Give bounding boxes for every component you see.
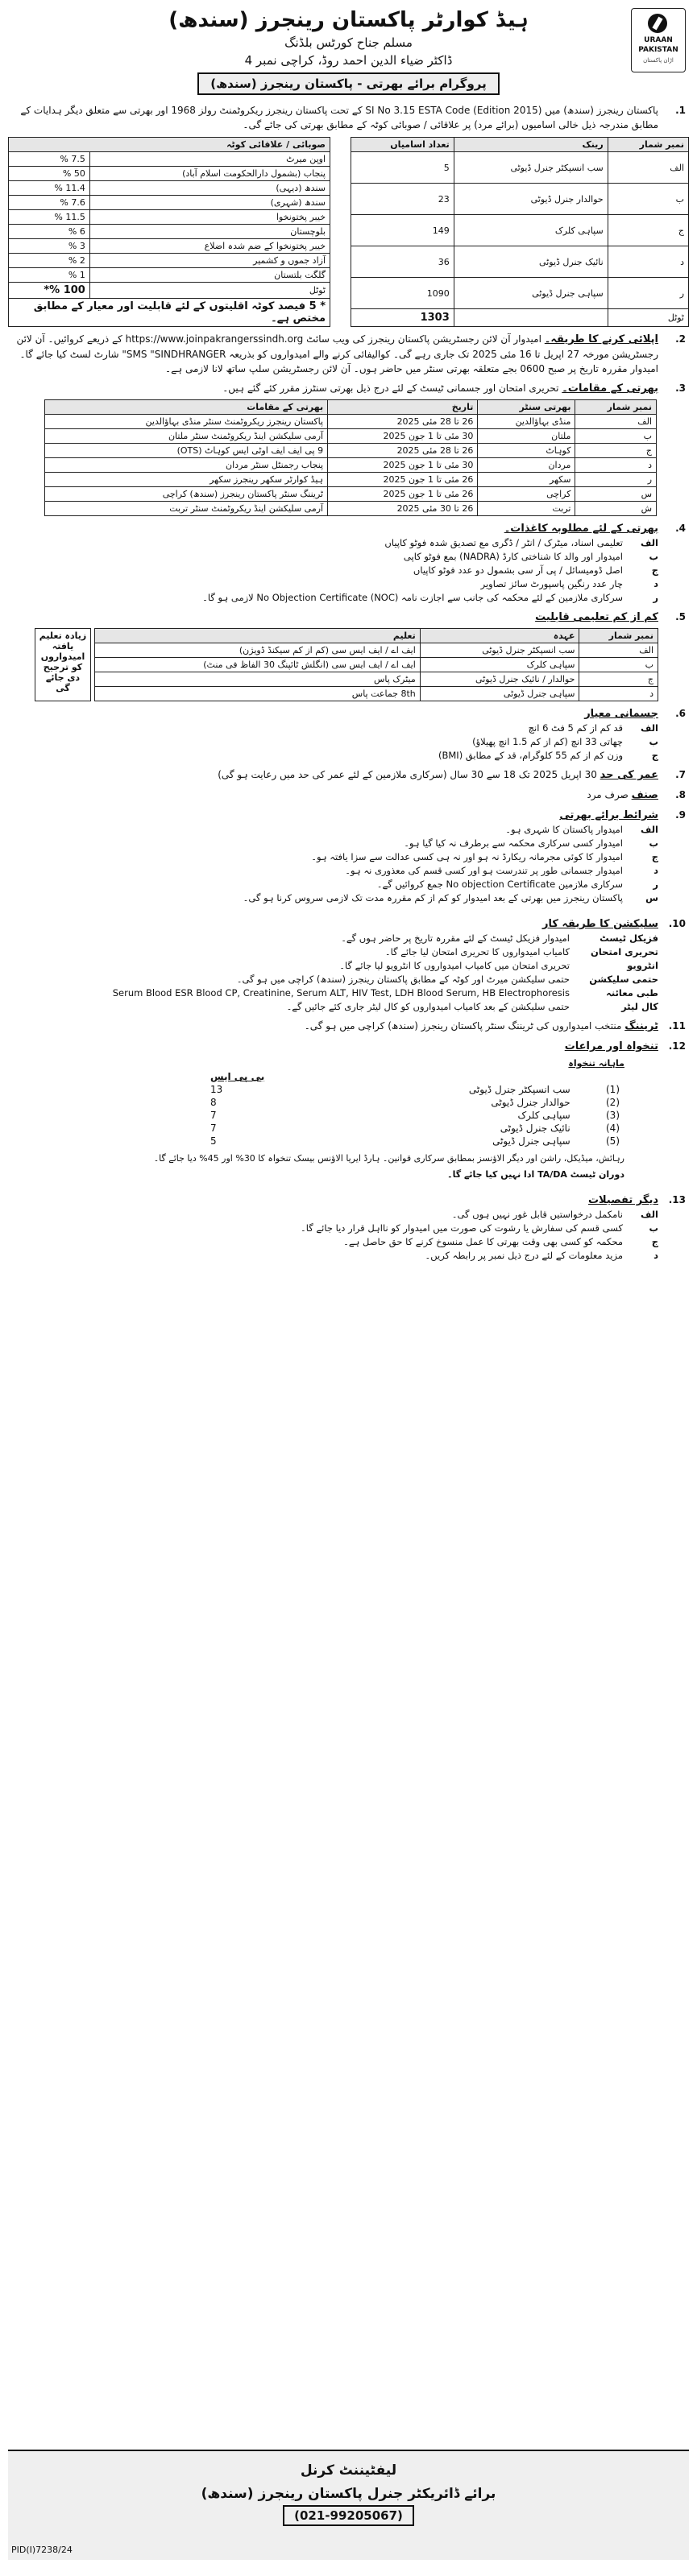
list-key: د <box>653 578 658 589</box>
centers-center: سکھر <box>478 473 575 487</box>
posts-row <box>351 184 689 215</box>
advertisement-page <box>8 8 689 2560</box>
quota-pct: 2 % <box>9 254 90 268</box>
para-text: منتخب امیدواروں کی ٹریننگ سنٹر پاکستان رینجرز (سندھ) کراچی میں ہو گی۔ <box>304 1020 622 1032</box>
logo-text-1: URAAN <box>644 36 673 44</box>
posts-count: 23 <box>351 184 454 215</box>
edu-sn: ج <box>579 672 658 687</box>
para-12 <box>8 1039 689 1054</box>
posts-count: 1090 <box>351 278 454 309</box>
edu-post: سپاہی کلرک <box>420 658 579 672</box>
para-heading: شرائط برائے بھرتی <box>559 809 658 821</box>
para-text: تحریری امتحان اور جسمانی ٹیسٹ کے لئے درج ذیل بھرتی سنٹرز مقرر کئے گئے ہیں۔ <box>222 382 559 394</box>
pay-bps: 13 <box>210 1084 223 1095</box>
education-note: زیادہ تعلیم یافتہ امیدواروں کو ترجیح دی جائے گی <box>35 628 91 701</box>
quota-region: آزاد جموں و کشمیر <box>89 254 330 268</box>
list-item <box>8 1235 658 1249</box>
quota-region: اوپن میرٹ <box>89 152 330 167</box>
list-value: اصل ڈومیسائل / پی آر سی بشمول دو عدد فوٹو کاپیاں <box>413 564 623 576</box>
list-item <box>8 850 658 864</box>
para-number: 6. <box>675 708 686 719</box>
centers-sn: الف <box>575 415 657 429</box>
posts-row <box>351 215 689 246</box>
list-key: ر <box>653 879 658 890</box>
list-value: امیدوار اور والد کا شناختی کارڈ (NADRA) بمع فوٹو کاپی <box>403 551 623 562</box>
other-details-list <box>8 1208 689 1263</box>
posts-total: 1303 <box>351 309 454 327</box>
pay-key: (4) <box>605 1123 620 1134</box>
list-key: ب <box>649 1222 658 1234</box>
para-1 <box>8 103 689 132</box>
centers-place: آرمی سلیکشن اینڈ ریکروٹمنٹ سنٹر تربت <box>45 502 328 516</box>
pay-bps: 5 <box>210 1135 217 1147</box>
list-value: امیدوار فزیکل ٹیسٹ کے لئے مقررہ تاریخ پر حاضر ہوں گے۔ <box>341 932 570 944</box>
physical-standards-list <box>8 722 689 763</box>
quota-table <box>8 137 330 327</box>
pay-bps: 8 <box>210 1097 217 1108</box>
list-key: انٹرویو <box>627 960 658 971</box>
centers-row <box>45 502 657 516</box>
list-item <box>8 959 658 973</box>
edu-row <box>95 658 658 672</box>
list-value: حتمی سلیکشن میرٹ اور کوٹہ کے مطابق پاکستان رینجرز (سندھ) کراچی میں ہو گی۔ <box>236 974 570 985</box>
para-3 <box>8 381 689 396</box>
centers-date: 26 مئی تا 1 جون 2025 <box>328 487 478 502</box>
quota-row <box>9 254 330 268</box>
list-item <box>8 735 658 749</box>
list-value: مزید معلومات کے لئے درج ذیل نمبر پر رابطہ کریں۔ <box>425 1250 623 1261</box>
posts-header: نمبر شمار <box>608 138 688 152</box>
centers-date: 30 مئی تا 1 جون 2025 <box>328 458 478 473</box>
pay-bps: 7 <box>210 1123 217 1134</box>
list-item <box>8 722 658 735</box>
centers-center: مردان <box>478 458 575 473</box>
list-value: Serum Blood ESR Blood CP, Creatinine, Serum ALT, HIV Test, LDH Blood Serum, HB Electrophoresis <box>112 987 570 999</box>
quota-note-row <box>9 299 330 327</box>
para-number: 13. <box>668 1194 686 1205</box>
list-key: ر <box>653 592 658 603</box>
list-value: حتمی سلیکشن کے بعد کامیاب امیدواروں کو کال لیٹر جاری کئے جائیں گے۔ <box>286 1001 570 1012</box>
centers-row <box>45 473 657 487</box>
centers-center: کوہاٹ <box>478 444 575 458</box>
centers-date: 30 مئی تا 1 جون 2025 <box>328 429 478 444</box>
pay-key: (3) <box>605 1110 620 1121</box>
list-item <box>8 1000 658 1014</box>
para-2 <box>8 332 689 376</box>
list-item <box>8 891 658 905</box>
posts-total-spacer <box>454 309 608 327</box>
list-key: ج <box>651 1236 658 1247</box>
address-line-2: ڈاکٹر ضیاء الدین احمد روڈ، کراچی نمبر 4 <box>244 53 453 68</box>
list-key: الف <box>641 537 658 548</box>
centers-header: بھرتی سنٹر <box>478 400 575 415</box>
centers-sn: س <box>575 487 657 502</box>
list-key: تحریری امتحان <box>591 946 658 957</box>
list-value: سرکاری ملازمین کے لئے محکمہ کی جانب سے اجازت نامہ No Objection Certificate (NOC) لازمی ہو گا۔ <box>202 592 623 603</box>
centers-center: کراچی <box>478 487 575 502</box>
list-key: ب <box>649 837 658 849</box>
education-block <box>8 628 658 701</box>
para-heading: دیگر تفصیلات <box>587 1194 658 1206</box>
centers-sn: ر <box>575 473 657 487</box>
posts-rank: حوالدار جنرل ڈیوٹی <box>454 184 608 215</box>
list-key: الف <box>641 722 658 734</box>
pay-col-label: ماہانہ تنخواہ <box>568 1058 624 1069</box>
list-item <box>8 864 658 878</box>
centers-sn: د <box>575 458 657 473</box>
para-13 <box>8 1193 689 1208</box>
list-item <box>8 577 658 591</box>
edu-row <box>95 672 658 687</box>
list-value: امیدوار کسی سرکاری محکمہ سے برطرف نہ کیا گیا ہو۔ <box>404 837 623 849</box>
pay-bps: 7 <box>210 1110 217 1121</box>
quota-pct: 11.5 % <box>9 210 90 225</box>
quota-row <box>9 268 330 283</box>
edu-header: تعلیم <box>95 629 421 643</box>
centers-date: 26 تا 30 مئی 2025 <box>328 502 478 516</box>
pay-post: سب انسپکٹر جنرل ڈیوٹی <box>468 1084 570 1095</box>
edu-post: حوالدار / نائیک جنرل ڈیوٹی <box>420 672 579 687</box>
quota-row <box>9 181 330 196</box>
address-line-1: مسلم جناح کورٹس بلڈنگ <box>284 35 413 50</box>
posts-rank: سپاہی جنرل ڈیوٹی <box>454 278 608 309</box>
list-key: د <box>653 865 658 876</box>
uraan-mark-icon <box>648 14 667 33</box>
list-value: کسی قسم کی سفارش یا رشوت کی صورت میں امیدوار کو نااہل قرار دیا جائے گا۔ <box>301 1222 623 1234</box>
quota-pct: 7.6 % <box>9 196 90 210</box>
centers-place: ٹریننگ سنٹر پاکستان رینجرز (سندھ) کراچی <box>45 487 328 502</box>
posts-row <box>351 278 689 309</box>
posts-row <box>351 152 689 184</box>
pay-key: (1) <box>605 1084 620 1095</box>
list-key: فزیکل ٹیسٹ <box>600 932 658 944</box>
para-number: 5. <box>675 611 686 622</box>
centers-sn: ب <box>575 429 657 444</box>
para-heading: بھرتی کے لئے مطلوبہ کاغذات۔ <box>504 523 658 535</box>
para-5 <box>8 610 689 625</box>
list-key: کال لیٹر <box>621 1001 658 1012</box>
edu-header: نمبر شمار <box>579 629 658 643</box>
quota-region: گلگت بلتستان <box>89 268 330 283</box>
pay-row <box>205 1122 624 1135</box>
para-number: 8. <box>675 789 686 800</box>
quota-pct: 3 % <box>9 239 90 254</box>
list-value: قد کم از کم 5 فٹ 6 انچ <box>528 722 623 734</box>
ta-text: دوران ٹیسٹ TA/DA ادا نہیں کیا جائے گا۔ <box>447 1169 624 1180</box>
list-key: ب <box>649 736 658 747</box>
edu-post: سپاہی جنرل ڈیوٹی <box>420 687 579 701</box>
list-item <box>8 986 658 1000</box>
list-key: طبی معائنہ <box>606 987 658 999</box>
pay-row <box>205 1135 624 1147</box>
list-key: حتمی سلیکشن <box>589 974 658 985</box>
footer <box>8 2450 689 2560</box>
para-9 <box>8 808 689 823</box>
header <box>8 8 689 95</box>
list-value: پاکستان رینجرز میں بھرتی کے بعد امیدوار کو کم از کم مقررہ مدت تک لازمی سروس کرنا ہو گی۔ <box>243 892 623 903</box>
quota-row <box>9 152 330 167</box>
quota-note: * 5 فیصد کوٹہ اقلیتوں کے لئے قابلیت اور معیار کے مطابق مختص ہے۔ <box>9 299 330 327</box>
centers-center: منڈی بہاؤالدین <box>478 415 575 429</box>
quota-pct: 1 % <box>9 268 90 283</box>
para-4 <box>8 521 689 536</box>
centers-place: آرمی سلیکشن اینڈ ریکروٹمنٹ سنٹر ملتان <box>45 429 328 444</box>
pay-row <box>205 1096 624 1109</box>
para-11 <box>8 1019 689 1034</box>
list-value: سرکاری ملازمین No objection Certificate جمع کروائیں گے۔ <box>376 879 623 890</box>
centers-center: تربت <box>478 502 575 516</box>
tables-row <box>8 137 689 327</box>
list-value: امیدوار جسمانی طور پر تندرست ہو اور کسی قسم کی معذوری نہ ہو۔ <box>345 865 623 876</box>
posts-table <box>351 137 689 327</box>
posts-sn: الف <box>608 152 688 184</box>
list-value: کامیاب امیدواروں کا تحریری امتحان لیا جائے گا۔ <box>384 946 570 957</box>
quota-total-label: ٹوٹل <box>89 283 330 299</box>
quota-pct: 50 % <box>9 167 90 181</box>
posts-header: رینک <box>454 138 608 152</box>
centers-row <box>45 487 657 502</box>
quota-row <box>9 210 330 225</box>
list-item <box>8 945 658 959</box>
contact-phone: (021-99205067) <box>283 2505 414 2526</box>
edu-edu: میٹرک پاس <box>95 672 421 687</box>
posts-row <box>351 246 689 278</box>
program-title: پروگرام برائے بھرتی - پاکستان رینجرز (سندھ) <box>197 72 500 95</box>
education-table <box>94 628 658 701</box>
posts-count: 149 <box>351 215 454 246</box>
para-7 <box>8 767 689 783</box>
centers-row <box>45 429 657 444</box>
para-text: صرف مرد <box>587 789 629 800</box>
edu-sn: الف <box>579 643 658 658</box>
logo-text-3: اڑان پاکستان <box>643 57 674 64</box>
para-heading: کم از کم تعلیمی قابلیت <box>535 611 658 623</box>
para-heading: جسمانی معیار <box>584 708 658 720</box>
list-item <box>8 1222 658 1235</box>
edu-post: سب انسپکٹر جنرل ڈیوٹی <box>420 643 579 658</box>
posts-sn: ر <box>608 278 688 309</box>
documents-list <box>8 536 689 605</box>
pid-number: PID(I)7238/24 <box>11 2545 73 2555</box>
para-heading: تنخواہ اور مراعات <box>564 1040 658 1052</box>
list-value: نامکمل درخواستیں قابل غور نہیں ہوں گی۔ <box>451 1209 623 1220</box>
para-number: 4. <box>675 523 686 534</box>
posts-rank: نائیک جنرل ڈیوٹی <box>454 246 608 278</box>
list-key: ج <box>651 564 658 576</box>
para-number: 10. <box>668 918 686 929</box>
conditions-list <box>8 823 689 905</box>
quota-region: بلوچستان <box>89 225 330 239</box>
posts-sn: ج <box>608 215 688 246</box>
para-heading: صنف <box>631 789 658 801</box>
list-item <box>8 973 658 986</box>
posts-count: 36 <box>351 246 454 278</box>
centers-place: پنجاب رجمنٹل سنٹر مردان <box>45 458 328 473</box>
quota-pct: 11.4 % <box>9 181 90 196</box>
quota-header: صوبائی / علاقائی کوٹہ <box>9 138 330 152</box>
list-item <box>8 550 658 564</box>
list-value: محکمہ کو کسی بھی وقت بھرتی کا عمل منسوخ کرنے کا حق حاصل ہے۔ <box>343 1236 623 1247</box>
para-text: پاکستان رینجرز (سندھ) میں SI No 3.15 ESTA Code (Edition 2015) کے تحت پاکستان رینجرز ریکروٹمنٹ رولز 1968 اور بھرتی سے متعلق دیگر ہدایات کے مطابق مندرجہ ذیل خالی اسامیوں (برائے مرد) پر علاقائی / صوبائی کوٹہ کے مطابق بھرتی کی جائے گی۔ <box>20 105 658 130</box>
para-number: 2. <box>675 333 686 345</box>
quota-region: سندھ (دیہی) <box>89 181 330 196</box>
centers-header: نمبر شمار <box>575 400 657 415</box>
quota-row <box>9 225 330 239</box>
pay-key: (2) <box>605 1097 620 1108</box>
list-value: تحریری امتحان میں کامیاب امیدواروں کا انٹرویو لیا جائے گا۔ <box>339 960 570 971</box>
pay-post: سپاہی جنرل ڈیوٹی <box>492 1135 570 1147</box>
edu-header: عہدہ <box>420 629 579 643</box>
quota-region: پنجاب (بشمول دارالحکومت اسلام آباد) <box>89 167 330 181</box>
pay-block <box>8 1057 689 1181</box>
edu-row <box>95 643 658 658</box>
quota-row <box>9 196 330 210</box>
centers-date: 26 تا 28 مئی 2025 <box>328 415 478 429</box>
list-item <box>8 536 658 550</box>
quota-region: خیبر پختونخوا <box>89 210 330 225</box>
para-heading: بھرتی کے مقامات۔ <box>562 382 658 395</box>
quota-total: 100 %* <box>9 283 90 299</box>
list-value: امیدوار کا کوئی مجرمانہ ریکارڈ نہ ہو اور نہ ہی کسی عدالت سے سزا یافتہ ہو۔ <box>311 851 623 862</box>
recruitment-centers-table <box>44 399 657 516</box>
posts-rank: سپاہی کلرک <box>454 215 608 246</box>
list-item <box>8 564 658 577</box>
list-key: ج <box>651 851 658 862</box>
para-number: 11. <box>668 1020 686 1032</box>
edu-sn: ب <box>579 658 658 672</box>
quota-total-row <box>9 283 330 299</box>
posts-sn: ب <box>608 184 688 215</box>
para-10 <box>8 916 689 932</box>
quota-row <box>9 239 330 254</box>
list-item <box>8 932 658 945</box>
posts-rank: سب انسپکٹر جنرل ڈیوٹی <box>454 152 608 184</box>
list-item <box>8 823 658 837</box>
list-item <box>8 878 658 891</box>
para-heading: سلیکشن کا طریقہ کار <box>541 918 658 930</box>
edu-sn: د <box>579 687 658 701</box>
list-item <box>8 1249 658 1263</box>
centers-row <box>45 444 657 458</box>
centers-date: 26 تا 28 مئی 2025 <box>328 444 478 458</box>
list-item <box>8 591 658 605</box>
list-key: الف <box>641 1209 658 1220</box>
quota-region: سندھ (شہری) <box>89 196 330 210</box>
list-key: الف <box>641 824 658 835</box>
quota-row <box>9 167 330 181</box>
para-number: 12. <box>668 1040 686 1052</box>
centers-header: بھرتی کے مقامات <box>45 400 328 415</box>
para-heading: عمر کی حد <box>600 769 658 781</box>
edu-edu: 8th جماعت پاس <box>95 687 421 701</box>
list-value: تعلیمی اسناد، میٹرک / انٹر / ڈگری مع تصدیق شدہ فوٹو کاپیاں <box>384 537 623 548</box>
edu-edu: ایف اے / ایف ایس سی (انگلش ٹائپنگ 30 الفاظ فی منٹ) <box>95 658 421 672</box>
list-value: امیدوار پاکستان کا شہری ہو۔ <box>505 824 623 835</box>
posts-header: تعداد اسامیاں <box>351 138 454 152</box>
para-heading: اپلائی کرنے کا طریقہ۔ <box>544 333 658 345</box>
centers-sn: ج <box>575 444 657 458</box>
bps-label: بی پی ایس <box>210 1071 265 1082</box>
posts-count: 5 <box>351 152 454 184</box>
quota-pct: 6 % <box>9 225 90 239</box>
para-number: 3. <box>675 382 686 394</box>
para-heading: ٹریننگ <box>624 1020 658 1032</box>
posts-total-label: ٹوٹل <box>608 309 688 327</box>
pay-key: (5) <box>605 1135 620 1147</box>
para-number: 7. <box>675 769 686 780</box>
uraan-pakistan-logo <box>631 8 686 72</box>
centers-center: ملتان <box>478 429 575 444</box>
pay-table <box>205 1070 624 1147</box>
para-text: امیدوار آن لائن رجسٹریشن پاکستان رینجرز کی ویب سائٹ https://www.joinpakrangerssindh.org کے ذریعے کروائیں۔ آن لائن رجسٹریشن مورخہ 27 اپریل تا 16 مئی 2025 تک جاری رہے گی۔ کوالیفائی کرنے والے امیدواروں کو بذریعہ SMS "SINDHRANGER" شارٹ لسٹ کیا جائے گا۔ امیدوار مقررہ تاریخ پر صبح 0600 بجے متعلقہ بھرتی سنٹر میں حاضر ہوں۔ آن لائن رجسٹریشن سلپ ساتھ لانا لازمی ہے۔ <box>16 333 658 374</box>
pay-post: نائیک جنرل ڈیوٹی <box>500 1123 570 1134</box>
para-text: 30 اپریل 2025 تک 18 سے 30 سال (سرکاری ملازمین کے لئے عمر کی حد میں رعایت ہو گی) <box>218 769 597 780</box>
list-key: ب <box>649 551 658 562</box>
signatory-office: برائے ڈائریکٹر جنرل پاکستان رینجرز (سندھ) <box>201 2486 496 2502</box>
list-key: ج <box>651 750 658 761</box>
pay-post: سپاہی کلرک <box>517 1110 570 1121</box>
pay-row <box>205 1109 624 1122</box>
para-6 <box>8 706 689 722</box>
edu-edu: ایف اے / ایف ایس سی (کم از کم سیکنڈ ڈویژن) <box>95 643 421 658</box>
pay-post: حوالدار جنرل ڈیوٹی <box>491 1097 570 1108</box>
centers-row <box>45 415 657 429</box>
centers-row <box>45 458 657 473</box>
para-number: 1. <box>675 105 686 116</box>
selection-list <box>8 932 689 1014</box>
allowance-text: رہائش، میڈیکل، راشن اور دیگر الاؤنسز بمطابق سرکاری قوانین۔ ہارڈ ایریا الاؤنس بیسک تنخواہ کا 30% اور 45% دیا جائے گا۔ <box>153 1153 624 1164</box>
list-value: چھاتی 33 انچ (کم از کم 1.5 انچ پھیلاؤ) <box>472 736 623 747</box>
centers-place: پاکستان رینجرز ریکروٹمنٹ سنٹر منڈی بہاؤالدین <box>45 415 328 429</box>
logo-text-2: PAKISTAN <box>638 46 678 54</box>
centers-date: 26 مئی تا 1 جون 2025 <box>328 473 478 487</box>
para-8 <box>8 788 689 803</box>
posts-total-row <box>351 309 689 327</box>
list-item <box>8 749 658 763</box>
posts-sn: د <box>608 246 688 278</box>
list-item <box>8 1208 658 1222</box>
quota-pct: 7.5 % <box>9 152 90 167</box>
centers-sn: ش <box>575 502 657 516</box>
list-item <box>8 837 658 850</box>
pay-row <box>205 1083 624 1096</box>
list-value: وزن کم از کم 55 کلوگرام، قد کے مطابق (BMI) <box>438 750 623 761</box>
list-key: د <box>653 1250 658 1261</box>
centers-header: تاریخ <box>328 400 478 415</box>
list-key: س <box>645 892 658 903</box>
signatory-rank: لیفٹیننٹ کرنل <box>300 2462 397 2479</box>
quota-region: خیبر پختونخوا کے ضم شدہ اضلاع <box>89 239 330 254</box>
page-title: ہیڈ کوارٹر پاکستان رینجرز (سندھ) <box>168 8 529 32</box>
centers-place: ہیڈ کوارٹر سکھر رینجرز سکھر <box>45 473 328 487</box>
centers-place: 9 پی ایف ایف اوٹی ایس کوہاٹ (OTS) <box>45 444 328 458</box>
list-value: چار عدد رنگین پاسپورٹ سائز تصاویر <box>480 578 623 589</box>
para-number: 9. <box>675 809 686 821</box>
edu-row <box>95 687 658 701</box>
